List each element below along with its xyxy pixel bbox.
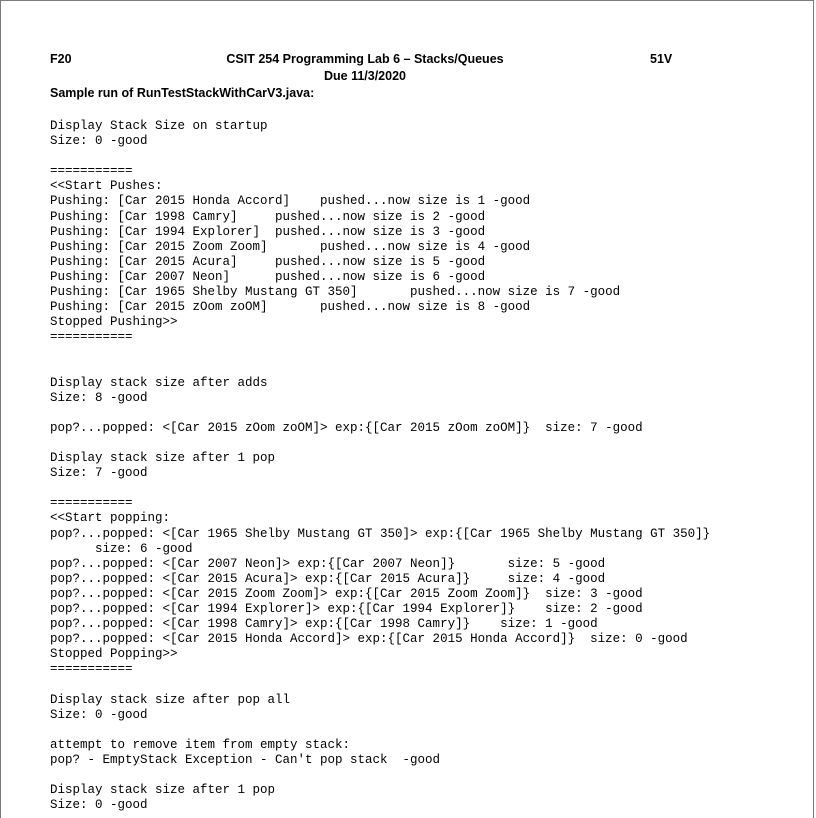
output-line: pop?...popped: <[Car 1965 Shelby Mustang GT 350]> exp:{[Car 1965 Shelby Mustang GT 350]} bbox=[50, 526, 711, 541]
output-line: Pushing: [Car 1994 Explorer] pushed...now size is 3 -good bbox=[50, 224, 486, 239]
output-line bbox=[50, 723, 710, 738]
document-title: CSIT 254 Programming Lab 6 – Stacks/Queues bbox=[226, 52, 504, 66]
output-line: Display stack size after 1 pop bbox=[50, 783, 276, 798]
output-line: attempt to remove item from empty stack: bbox=[50, 737, 351, 752]
sample-run-heading: Sample run of RunTestStackWithCarV3.java: bbox=[50, 86, 315, 100]
output-line: pop?...popped: <[Car 2007 Neon]> exp:{[Car 2007 Neon]} size: 5 -good bbox=[50, 556, 606, 571]
output-line: Size: 8 -good bbox=[50, 390, 148, 405]
output-line: <<Start Pushes: bbox=[50, 179, 163, 194]
output-line: Size: 7 -good bbox=[50, 466, 148, 481]
output-line: Pushing: [Car 2007 Neon] pushed...now size is 6 -good bbox=[50, 269, 486, 284]
output-line: Stopped Pushing>> bbox=[50, 315, 178, 330]
output-line: Stopped Popping>> bbox=[50, 647, 178, 662]
output-line: Size: 0 -good bbox=[50, 798, 148, 813]
output-line: Size: 0 -good bbox=[50, 134, 148, 149]
output-line: Display stack size after pop all bbox=[50, 692, 291, 707]
output-line bbox=[50, 677, 710, 692]
semester-label: F20 bbox=[50, 52, 72, 66]
output-line: size: 6 -good bbox=[50, 541, 193, 556]
output-line bbox=[50, 345, 710, 360]
output-line: pop?...popped: <[Car 2015 zOom zoOM]> exp:{[Car 2015 zOom zoOM]} size: 7 -good bbox=[50, 420, 643, 435]
output-line: =========== bbox=[50, 662, 133, 677]
output-line: =========== bbox=[50, 330, 133, 345]
output-line: Pushing: [Car 1965 Shelby Mustang GT 350] pushed...now size is 7 -good bbox=[50, 285, 621, 300]
output-line: pop?...popped: <[Car 2015 Acura]> exp:{[Car 2015 Acura]} size: 4 -good bbox=[50, 571, 606, 586]
program-output bbox=[50, 119, 710, 813]
output-line: Display stack size after 1 pop bbox=[50, 451, 276, 466]
output-line: Pushing: [Car 2015 Acura] pushed...now size is 5 -good bbox=[50, 254, 486, 269]
output-line: Size: 0 -good bbox=[50, 707, 148, 722]
output-line: pop?...popped: <[Car 1994 Explorer]> exp:{[Car 1994 Explorer]} size: 2 -good bbox=[50, 602, 643, 616]
output-line: pop? - EmptyStack Exception - Can't pop stack -good bbox=[50, 752, 441, 767]
output-line: pop?...popped: <[Car 2015 Zoom Zoom]> exp:{[Car 2015 Zoom Zoom]} size: 3 -good bbox=[50, 586, 643, 601]
output-line: Display Stack Size on startup bbox=[50, 119, 268, 133]
output-line bbox=[50, 149, 710, 164]
section-label: 51V bbox=[650, 52, 673, 66]
output-line: =========== bbox=[50, 496, 133, 511]
output-line bbox=[50, 768, 710, 783]
output-line: Display stack size after adds bbox=[50, 375, 268, 390]
output-line bbox=[50, 436, 710, 451]
output-line bbox=[50, 406, 710, 421]
output-line bbox=[50, 481, 710, 496]
output-line bbox=[50, 361, 710, 376]
output-line: <<Start popping: bbox=[50, 511, 171, 526]
output-line: pop?...popped: <[Car 2015 Honda Accord]> exp:{[Car 2015 Honda Accord]} size: 0 -good bbox=[50, 632, 688, 647]
output-line: Pushing: [Car 2015 zOom zoOM] pushed...now size is 8 -good bbox=[50, 300, 531, 315]
output-line: Pushing: [Car 2015 Zoom Zoom] pushed...now size is 4 -good bbox=[50, 239, 531, 254]
due-date: Due 11/3/2020 bbox=[323, 69, 406, 83]
output-line: pop?...popped: <[Car 1998 Camry]> exp:{[Car 1998 Camry]} size: 1 -good bbox=[50, 617, 598, 632]
output-line: Pushing: [Car 1998 Camry] pushed...now size is 2 -good bbox=[50, 209, 486, 224]
output-line: Pushing: [Car 2015 Honda Accord] pushed...now size is 1 -good bbox=[50, 194, 531, 209]
output-line: =========== bbox=[50, 164, 133, 179]
